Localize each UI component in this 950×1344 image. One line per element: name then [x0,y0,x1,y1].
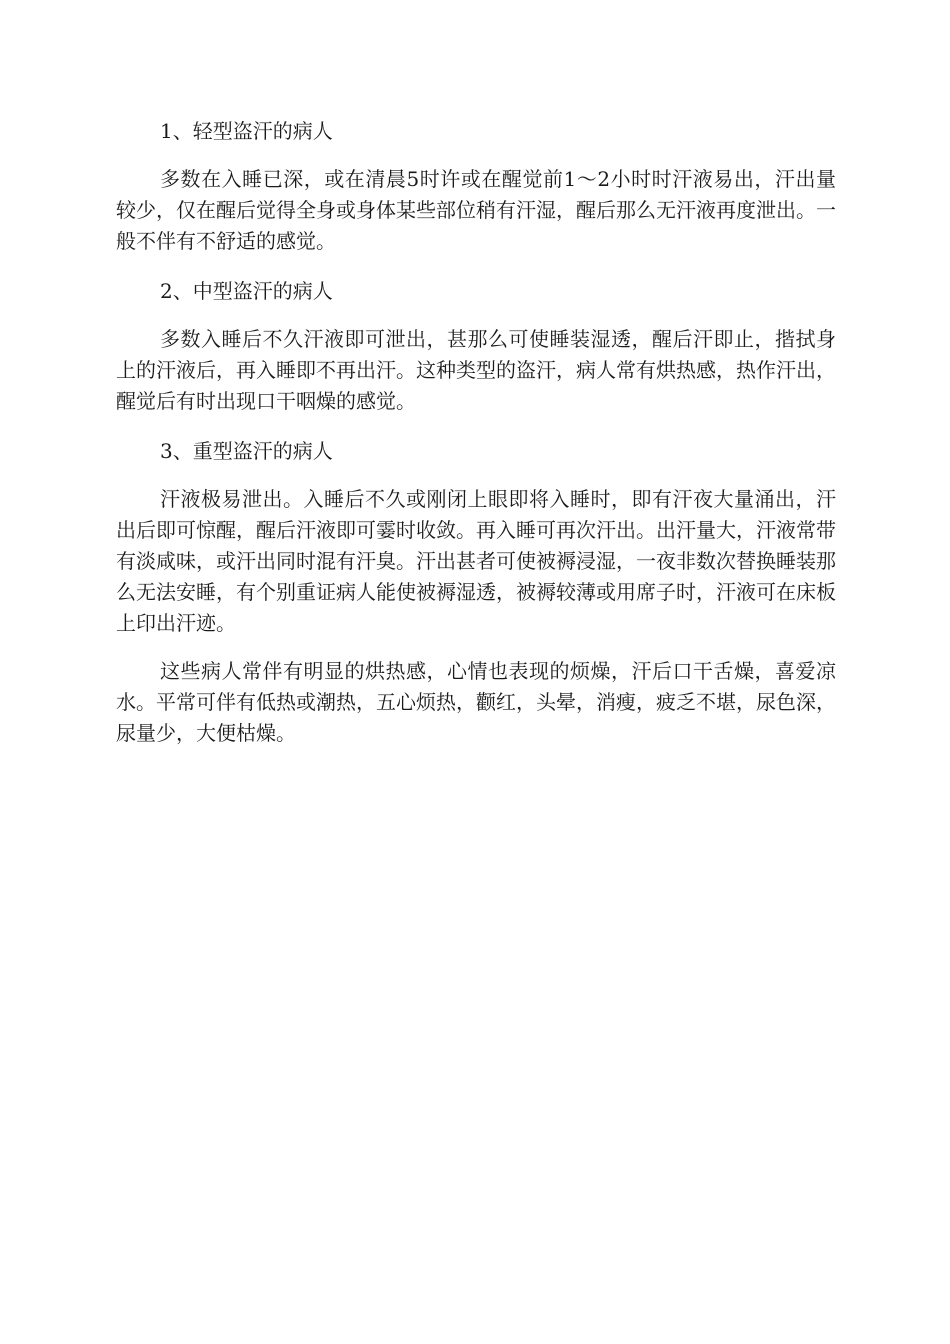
section-heading-mild: 1、轻型盗汗的病人 [160,119,333,143]
section-heading-severe: 3、重型盗汗的病人 [160,439,333,463]
closing-paragraph: 这些病人常伴有明显的烘热感，心情也表现的烦燥，汗后口干舌燥，喜爱凉水。平常可伴有低热或潮热，五心烦热，颧红，头晕，消瘦，疲乏不堪，尿色深，尿量少，大便枯燥。 [116,659,836,745]
document-body [116,114,836,749]
section-heading-moderate: 2、中型盗汗的病人 [160,279,333,303]
section-paragraph-moderate: 多数入睡后不久汗液即可泄出，甚那么可使睡装湿透，醒后汗即止，揩拭身上的汗液后，再入睡即不再出汗。这种类型的盗汗，病人常有烘热感，热作汗出，醒觉后有时出现口干咽燥的感觉。 [116,327,836,413]
section-paragraph-mild: 多数在入睡已深，或在清晨5时许或在醒觉前1～2小时时汗液易出，汗出量较少，仅在醒后觉得全身或身体某些部位稍有汗湿，醒后那么无汗液再度泄出。一般不伴有不舒适的感觉。 [116,167,836,253]
section-paragraph-severe: 汗液极易泄出。入睡后不久或刚闭上眼即将入睡时，即有汗夜大量涌出，汗出后即可惊醒，醒后汗液即可霎时收敛。再入睡可再次汗出。出汗量大，汗液常带有淡咸味，或汗出同时混有汗臭。汗出甚者可使被褥浸湿，一夜非数次替换睡装那么无法安睡，有个别重证病人能使被褥湿透，被褥较薄或用席子时，汗液可在床板上印出汗迹。 [116,487,836,635]
